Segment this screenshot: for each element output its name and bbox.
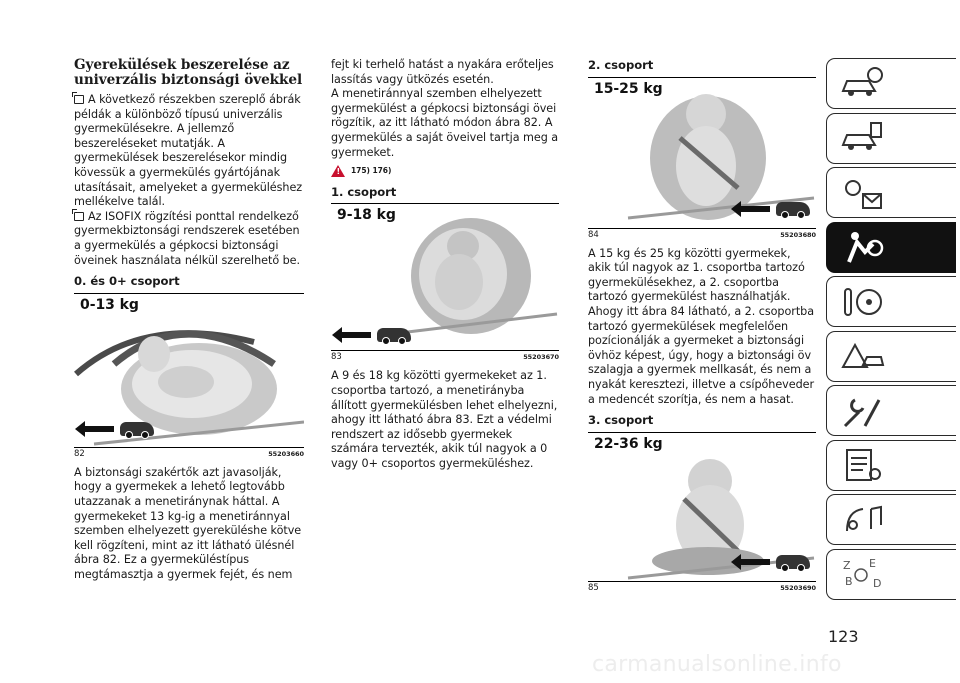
direction-indicator — [84, 422, 154, 436]
car-info-icon — [839, 65, 885, 103]
arrow-left-icon — [84, 426, 114, 432]
tab-car-info[interactable] — [826, 58, 956, 109]
column-2 — [331, 58, 559, 472]
car-icon — [377, 328, 411, 342]
paragraph: A menetiránnyal szemben elhelyezett gyermekülést a gépkocsi biztonsági övei rögzítik, az itt látható módon ábra 82. A gyermekülés a saját öveivel tartja meg a gyermeket. — [331, 87, 559, 159]
paragraph: Az ISOFIX rögzítési ponttal rendelkező gyermekbiztonsági rendszerek esetében a gyermekülés a gépkocsi biztonsági öveinek használata nélkül szerelhető be. — [74, 209, 301, 267]
tab-maintenance[interactable] — [826, 385, 956, 436]
figure-code: 55203690 — [780, 583, 816, 592]
figure-caption — [588, 582, 816, 594]
figure-85 — [588, 432, 816, 582]
figure-84 — [588, 77, 816, 229]
column-3 — [588, 58, 816, 600]
figure-83 — [331, 203, 559, 351]
tab-emergency[interactable] — [826, 331, 956, 382]
paragraph: A 15 kg és 25 kg közötti gyermekek, akik túl nagyok az 1. csoportba tartozó gyermekülésekhez, a 2. csoportba tartozó gyermekülést használhatják. — [588, 246, 805, 304]
figure-weight-label: 15-25 kg — [594, 80, 663, 97]
arrow-left-icon — [341, 332, 371, 338]
car-icon — [776, 555, 810, 569]
direction-indicator — [740, 202, 810, 216]
column-1 — [74, 58, 304, 582]
figure-weight-label: 22-36 kg — [594, 435, 663, 452]
arrow-left-icon — [740, 206, 770, 212]
car-dashboard-icon — [839, 119, 885, 157]
paragraph: fejt ki terhelő hatást a nyakára erőteljes lassítás vagy ütközés esetén. — [331, 58, 554, 86]
steering-wheel-icon — [839, 283, 885, 321]
figure-caption — [74, 448, 304, 460]
emergency-icon — [839, 337, 885, 375]
figure-code: 55203660 — [268, 449, 304, 458]
tab-multimedia[interactable] — [826, 494, 956, 545]
car-icon — [776, 202, 810, 216]
chapter-tabs — [826, 58, 956, 603]
info-bullet-icon — [74, 212, 84, 221]
tab-safety[interactable] — [826, 222, 956, 273]
figure-82 — [74, 293, 304, 448]
section-heading: Gyerekülések beszerelése az univerzális biztonsági övekkel — [74, 57, 303, 88]
technical-data-icon — [839, 446, 885, 484]
subheading: 3. csoport — [588, 413, 654, 428]
svg-text:E: E — [869, 557, 876, 570]
warning-refs: 175) 176) — [351, 166, 392, 176]
figure-number: 84 — [588, 229, 599, 240]
figure-weight-label: 9-18 kg — [337, 207, 396, 224]
figure-caption — [331, 351, 559, 363]
safety-airbag-icon — [839, 228, 885, 266]
figure-number: 82 — [74, 448, 85, 459]
tab-index[interactable] — [826, 549, 956, 600]
watermark-url: carmanualsonline.info — [592, 652, 842, 677]
figure-code: 55203680 — [780, 230, 816, 239]
figure-caption — [588, 229, 816, 241]
multimedia-icon — [839, 501, 885, 539]
figure-number: 85 — [588, 582, 599, 593]
index-icon — [839, 555, 885, 593]
warning-triangle-icon: ! — [331, 165, 345, 177]
car-icon — [120, 422, 154, 436]
maintenance-icon — [839, 392, 885, 430]
tab-dashboard[interactable] — [826, 113, 956, 164]
paragraph: Ahogy itt ábra 84 látható, a 2. csoportba tartozó gyermekülések megfelelően pozícionálják a gyermeket a biztonsági övhöz képest, úgy, hogy a biztonsági öv szalagja a gyermek mellkasát, és nem a nyakát keresztezi, illetve a csípőheveder a medencét szorítja, és nem a hasat. — [588, 304, 815, 406]
tab-starting-driving[interactable] — [826, 276, 956, 327]
subheading: 1. csoport — [331, 184, 397, 199]
subheading: 0. és 0+ csoport — [74, 274, 180, 289]
tab-warning-lights[interactable] — [826, 167, 956, 218]
warning-lights-icon — [839, 174, 885, 212]
figure-code: 55203670 — [523, 353, 559, 362]
svg-text:D: D — [873, 577, 882, 590]
svg-text:B: B — [845, 575, 853, 588]
warning-reference — [331, 164, 559, 179]
info-bullet-icon — [74, 95, 84, 104]
paragraph: A biztonsági szakértők azt javasolják, hogy a gyermekek a lehető legtovább utazzanak a menetiránynak háttal. A gyermekeket 13 kg-ig a menetiránnyal szemben elhelyezett gyereküléshe kötve kell rögzíteni, mint az itt látható ülésnél ábra 82. Ez a gyermeküléstípus megtámasztja a gyermek fejét, és nem — [74, 465, 302, 581]
direction-indicator — [740, 555, 810, 569]
arrow-left-icon — [740, 559, 770, 565]
page-number: 123 — [828, 627, 859, 646]
direction-indicator — [341, 328, 411, 342]
figure-number: 83 — [331, 352, 342, 363]
figure-weight-label: 0-13 kg — [80, 296, 139, 313]
paragraph: A 9 és 18 kg közötti gyermekeket az 1. csoportba tartozó, a menetirányba állított gyermekülésben lehet elhelyezni, ahogy itt látható ábra 83. Ezt a védelmi rendszert az idősebb gyermekek számára tervezték, akik túl nagyok a 0 vagy 0+ csoportos gyermeküléshez. — [331, 369, 558, 470]
paragraph: A következő részekben szereplő ábrák példák a különböző típusú univerzális gyermekülésekre. A jellemző beszereléseket mutatják. A gyermekülések beszerelésekor mindig kövessük a gyermekülés gyártójának utasításait, amelyeket a gyermeküléshez mellékelve talál. — [74, 93, 303, 209]
svg-text:Z: Z — [843, 559, 851, 572]
tab-technical-data[interactable] — [826, 440, 956, 491]
subheading: 2. csoport — [588, 58, 654, 72]
